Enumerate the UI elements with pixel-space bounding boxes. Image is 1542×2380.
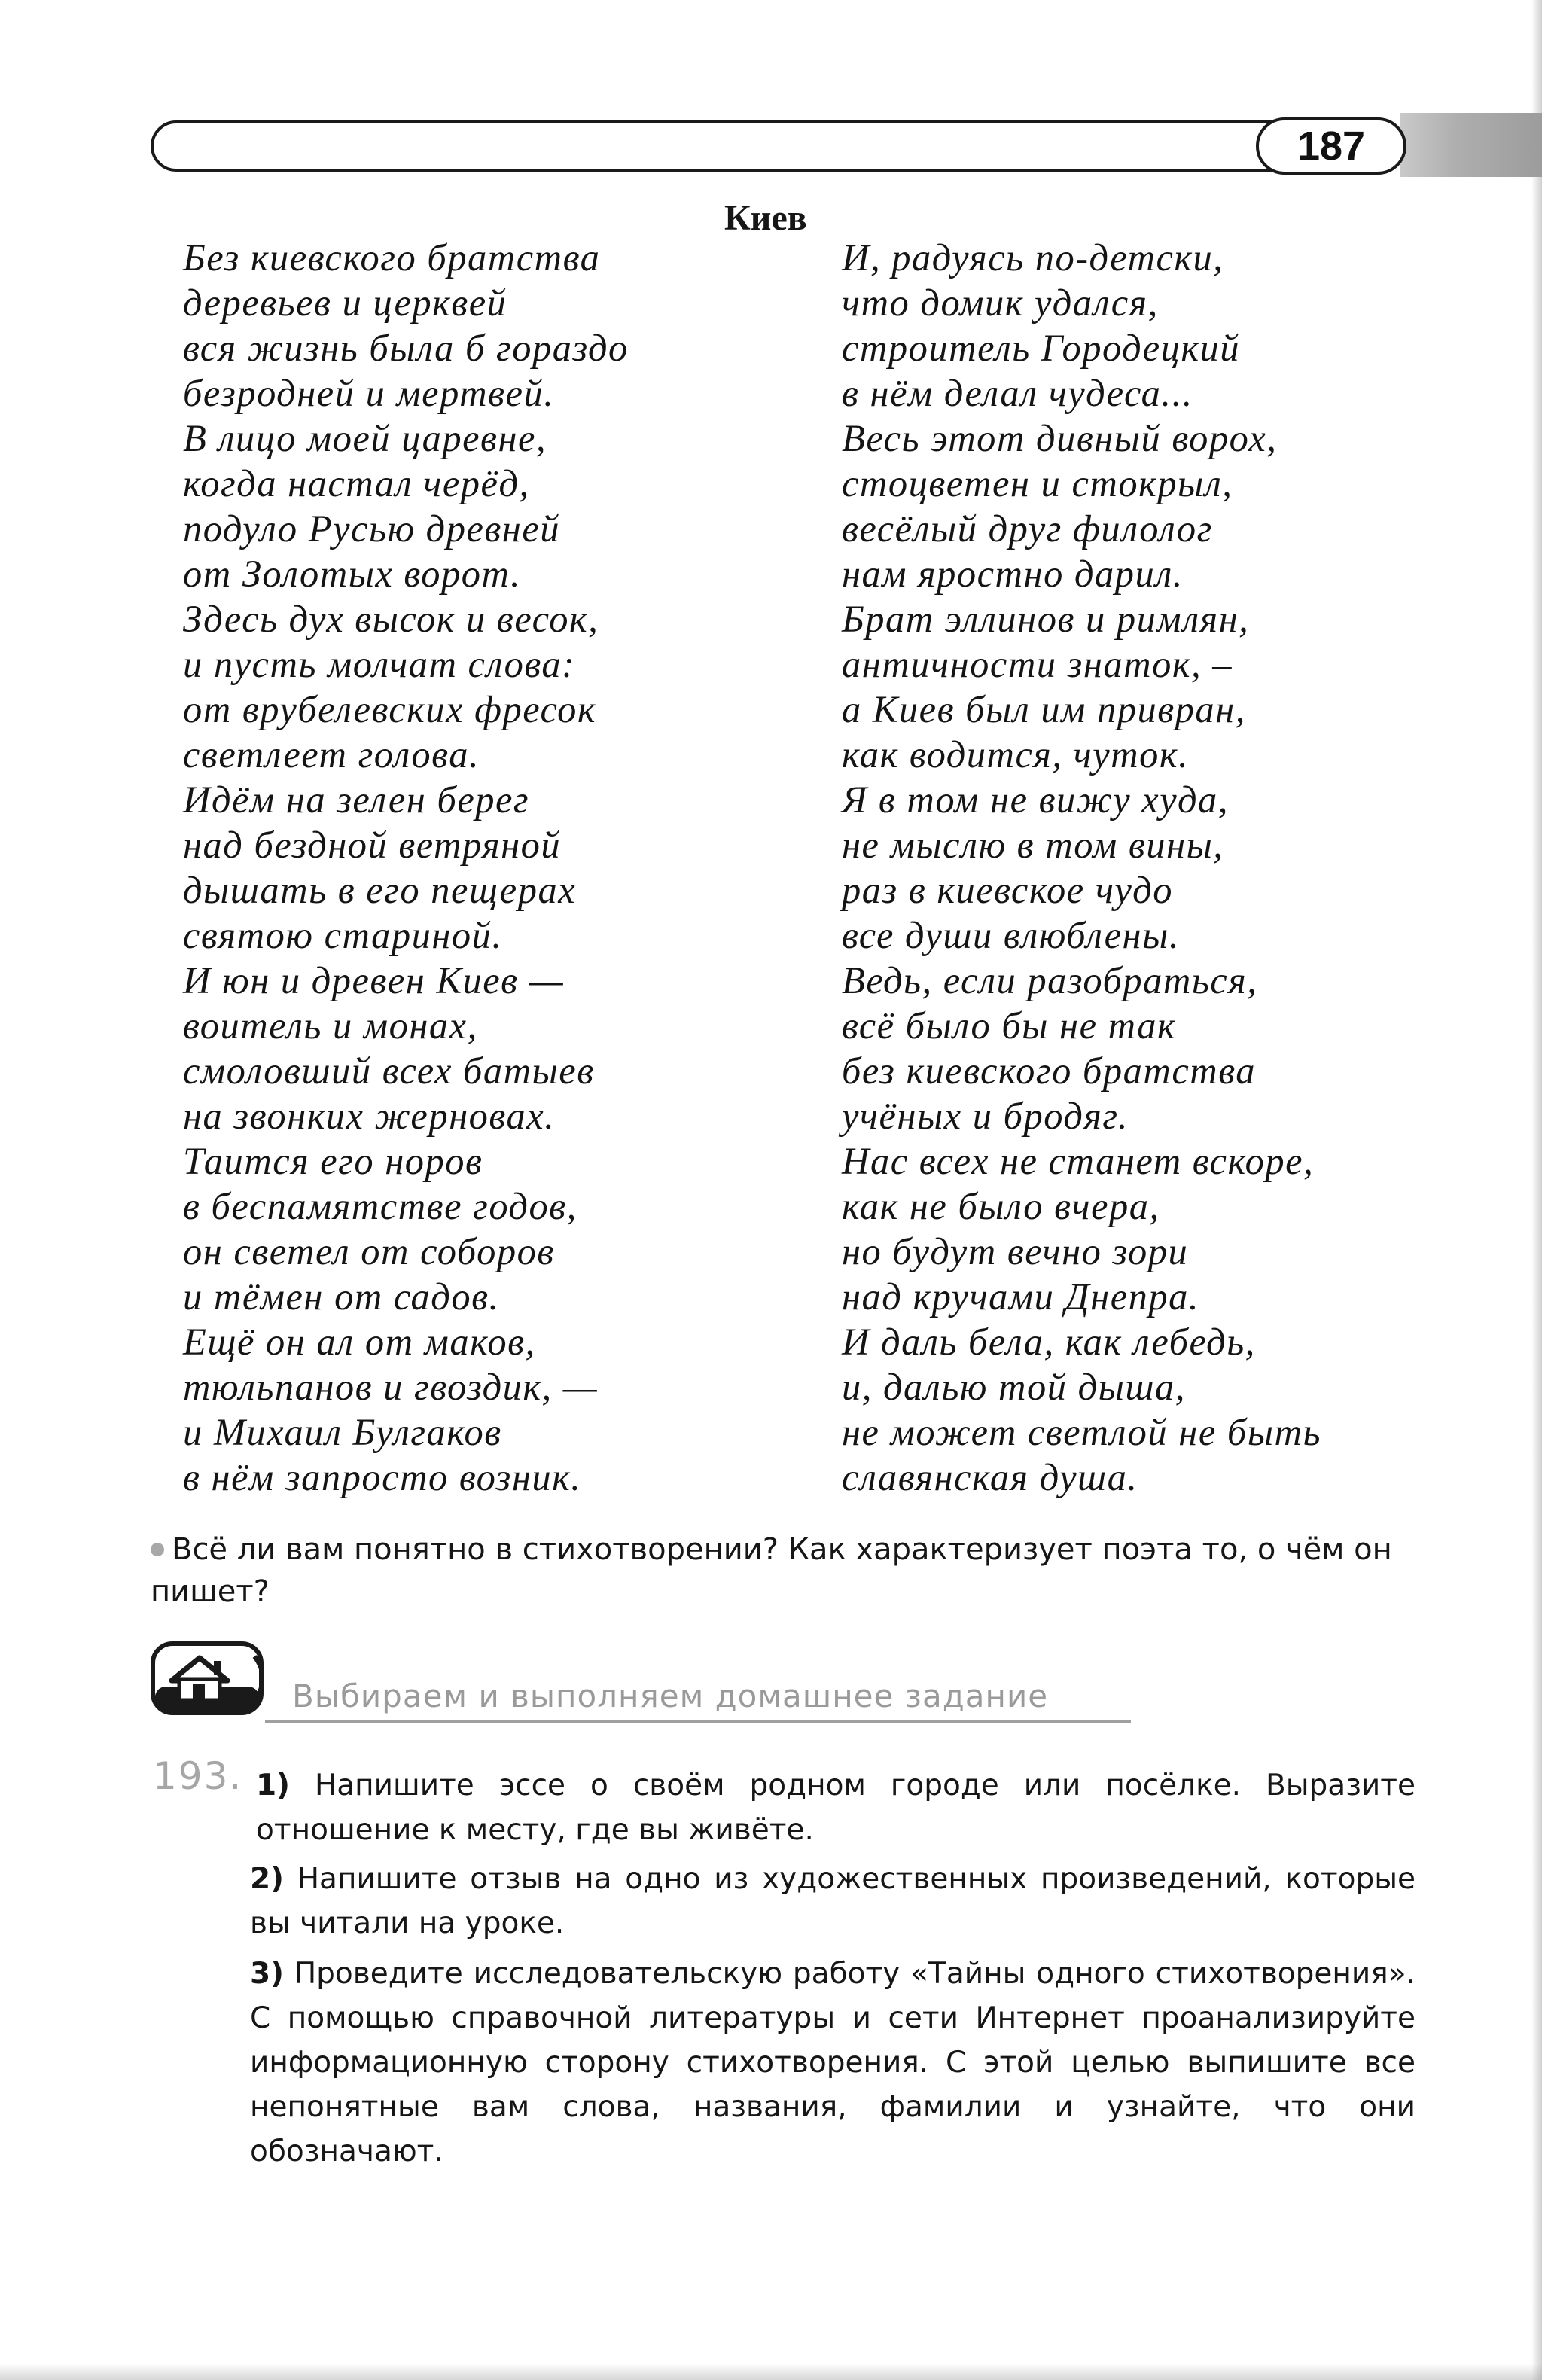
poem-line: И, радуясь по-детски,: [842, 236, 1224, 279]
poem-line: и, далью той дыша,: [842, 1366, 1186, 1408]
task-3-number: 3): [250, 1957, 284, 1991]
poem-line: безродней и мертвей.: [183, 372, 555, 414]
poem-line: не может светлой не быть: [842, 1411, 1321, 1453]
grey-dot-icon: [151, 1543, 164, 1556]
task-1-text: Напишите эссе о своём родном городе или посёлке. Выразите отношение к месту, где вы живёте.: [256, 1769, 1416, 1847]
homework-section-title: Выбираем и выполняем домашнее задание: [292, 1678, 1049, 1714]
task-3: [250, 1952, 1416, 2174]
header-shade: [1400, 113, 1542, 177]
page-number: 187: [1256, 117, 1406, 175]
homework-title-underline: [265, 1720, 1131, 1723]
task-2: [250, 1857, 1416, 1946]
scan-edge-bottom: [0, 2363, 1542, 2380]
task-1: [256, 1763, 1416, 1852]
poem-line: Ведь, если разобраться,: [842, 959, 1258, 1001]
header-frame: [151, 120, 1404, 172]
poem-line: деревьев и церквей: [183, 282, 507, 324]
poem-line: Здесь дух высок и весок,: [183, 598, 599, 640]
poem-line: учёных и бродяг.: [842, 1095, 1129, 1137]
poem-line: от Золотых ворот.: [183, 553, 522, 595]
poem-line: Весь этот дивный ворох,: [842, 417, 1278, 459]
poem-line: строитель Городецкий: [842, 327, 1241, 369]
poem-line: в беспамятстве годов,: [183, 1185, 577, 1227]
scan-edge-right: [1531, 0, 1542, 2380]
task-2-text: Напишите отзыв на одно из художественных произведений, которые вы читали на уроке.: [250, 1862, 1416, 1940]
poem-line: над кручами Днепра.: [842, 1275, 1200, 1318]
poem-line: подуло Русью древней: [183, 507, 561, 550]
poem-line: воитель и монах,: [183, 1004, 478, 1047]
poem-left-column: [183, 235, 629, 1500]
poem-line: Идём на зелен берег: [183, 779, 530, 821]
poem-line: над бездной ветряной: [183, 824, 562, 866]
poem-line: он светел от соборов: [183, 1230, 555, 1272]
poem-line: и Михаил Булгаков: [183, 1411, 502, 1453]
poem-line: нам яростно дарил.: [842, 553, 1184, 595]
poem-line: вся жизнь была б гораздо: [183, 327, 629, 369]
poem-line: Ещё он ал от маков,: [183, 1321, 536, 1363]
poem-line: славянская душа.: [842, 1456, 1138, 1498]
poem-title: Киев: [724, 198, 807, 238]
poem-line: как не было вчера,: [842, 1185, 1160, 1227]
poem-line: стоцветен и стокрыл,: [842, 462, 1233, 504]
poem-line: смоловший всех батыев: [183, 1050, 595, 1092]
poem-line: на звонких жерновах.: [183, 1095, 556, 1137]
poem-line: Брат эллинов и римлян,: [842, 598, 1250, 640]
exercise-number: 193.: [153, 1754, 243, 1798]
poem-line: античности знаток, –: [842, 643, 1233, 685]
task-3-text: Проведите исследовательскую работу «Тайны одного стихотворения». С помощью справочной литературы и сети Интернет проанализируйте информационную сторону стихотворения. С этой целью выпишите все непонятные вам слова, названия, фамилии и узнайте, что они обозначают.: [250, 1957, 1416, 2168]
poem-line: раз в киевское чудо: [842, 869, 1173, 911]
poem-line: Таится его норов: [183, 1140, 483, 1182]
question-text: Всё ли вам понятно в стихотворении? Как характеризует поэта то, о чём он пишет?: [151, 1532, 1392, 1609]
poem-line: когда настал черёд,: [183, 462, 530, 504]
poem-line: без киевского братства: [842, 1050, 1257, 1092]
poem-line: И юн и древен Киев —: [183, 959, 565, 1001]
poem-line: Без киевского братства: [183, 236, 601, 279]
house-icon: [151, 1641, 264, 1715]
poem-line: все души влюблены.: [842, 914, 1180, 956]
poem-line: святою стариной.: [183, 914, 503, 956]
task-1-number: 1): [256, 1769, 290, 1803]
poem-line: Нас всех не станет вскоре,: [842, 1140, 1315, 1182]
poem-line: не мыслю в том вины,: [842, 824, 1224, 866]
poem-line: в нём запросто возник.: [183, 1456, 582, 1498]
poem-line: Я в том не вижу худа,: [842, 779, 1229, 821]
poem-line: тюльпанов и гвоздик, —: [183, 1366, 599, 1408]
poem-line: и пусть молчат слова:: [183, 643, 576, 685]
poem-line: а Киев был им привран,: [842, 688, 1246, 730]
poem-question: [151, 1528, 1423, 1613]
poem-line: в нём делал чудеса...: [842, 372, 1193, 414]
poem-line: В лицо моей царевне,: [183, 417, 547, 459]
poem-line: и тёмен от садов.: [183, 1275, 500, 1318]
poem-line: но будут вечно зори: [842, 1230, 1189, 1272]
poem-right-column: [842, 235, 1321, 1500]
poem-line: И даль бела, как лебедь,: [842, 1321, 1256, 1363]
poem-line: всё было бы не так: [842, 1004, 1177, 1047]
poem-line: светлеет голова.: [183, 733, 480, 776]
poem-line: дышать в его пещерах: [183, 869, 577, 911]
poem-line: что домик удался,: [842, 282, 1159, 324]
poem-line: весёлый друг филолог: [842, 507, 1213, 550]
poem-line: как водится, чуток.: [842, 733, 1190, 776]
task-2-number: 2): [250, 1862, 284, 1896]
poem-line: от врубелевских фресок: [183, 688, 596, 730]
